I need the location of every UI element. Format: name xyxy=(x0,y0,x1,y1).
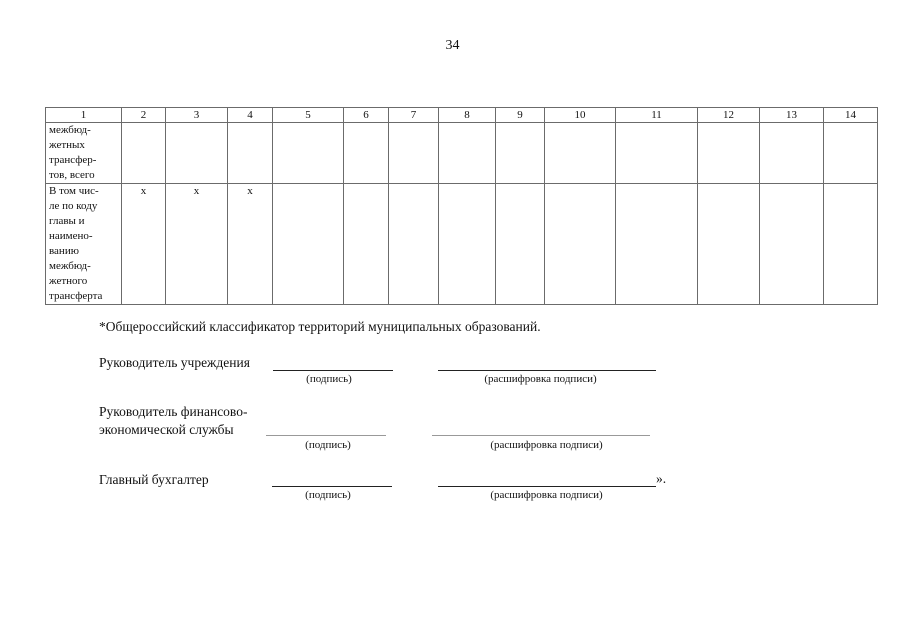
table-cell xyxy=(439,184,496,305)
finance-decoding-caption: (расшифровка подписи) xyxy=(490,439,603,451)
table-cell xyxy=(698,123,760,184)
table-row-by-code xyxy=(46,184,878,305)
table-cell xyxy=(122,123,166,184)
table-cell xyxy=(760,123,824,184)
column-number-header: 9 xyxy=(496,108,545,123)
column-number-header: 7 xyxy=(389,108,439,123)
report-table xyxy=(45,107,878,305)
column-number-header: 2 xyxy=(122,108,166,123)
table-cell xyxy=(824,184,878,305)
table-row-total-transfers xyxy=(46,123,878,184)
table-cell: x xyxy=(228,184,273,305)
finance-signature-line xyxy=(266,435,386,436)
column-number-header: 14 xyxy=(824,108,878,123)
table-cell xyxy=(760,184,824,305)
table-cell xyxy=(166,123,228,184)
accountant-decoding-line xyxy=(438,486,656,487)
column-number-header: 12 xyxy=(698,108,760,123)
column-number-header: 5 xyxy=(273,108,344,123)
accountant-signature-line xyxy=(272,486,392,487)
row-label: В том чис- ле по коду главы и наимено- ванию межбюд- жетного трансферта xyxy=(46,184,122,305)
accountant-decoding-caption: (расшифровка подписи) xyxy=(490,489,603,501)
table-cell xyxy=(389,123,439,184)
table-cell xyxy=(616,184,698,305)
table-cell xyxy=(824,123,878,184)
head-decoding-caption: (расшифровка подписи) xyxy=(484,373,597,385)
table-cell xyxy=(228,123,273,184)
column-number-header: 1 xyxy=(46,108,122,123)
head-signature-caption: (подпись) xyxy=(306,373,352,385)
table-cell xyxy=(273,123,344,184)
table-cell xyxy=(273,184,344,305)
accountant-signature-caption: (подпись) xyxy=(305,489,351,501)
column-number-header: 11 xyxy=(616,108,698,123)
page-number: 34 xyxy=(445,38,460,53)
table-header-row xyxy=(46,108,878,123)
column-number-header: 13 xyxy=(760,108,824,123)
footnote: *Общероссийский классификатор территорий муниципальных образований. xyxy=(99,319,541,334)
head-signature-line xyxy=(273,370,393,371)
column-number-header: 6 xyxy=(344,108,389,123)
closing-quote-mark: ». xyxy=(656,471,667,486)
head-decoding-line xyxy=(438,370,656,371)
table-cell xyxy=(439,123,496,184)
finance-decoding-line xyxy=(432,435,650,436)
table-cell xyxy=(545,123,616,184)
column-number-header: 10 xyxy=(545,108,616,123)
accountant-signatory-label: Главный бухгалтер xyxy=(99,472,209,487)
table-cell xyxy=(344,184,389,305)
table-cell xyxy=(698,184,760,305)
column-number-header: 3 xyxy=(166,108,228,123)
table-cell: x xyxy=(122,184,166,305)
head-signatory-label: Руководитель учреждения xyxy=(99,355,250,370)
finance-signature-caption: (подпись) xyxy=(305,439,351,451)
table-cell xyxy=(389,184,439,305)
table-cell xyxy=(616,123,698,184)
column-number-header: 4 xyxy=(228,108,273,123)
table-cell: x xyxy=(166,184,228,305)
table-cell xyxy=(545,184,616,305)
table-cell xyxy=(496,123,545,184)
finance-signatory-label: Руководитель финансово- экономической службы xyxy=(99,404,248,437)
table-cell xyxy=(496,184,545,305)
row-label: межбюд- жетных трансфер- тов, всего xyxy=(46,123,122,184)
table-cell xyxy=(344,123,389,184)
column-number-header: 8 xyxy=(439,108,496,123)
